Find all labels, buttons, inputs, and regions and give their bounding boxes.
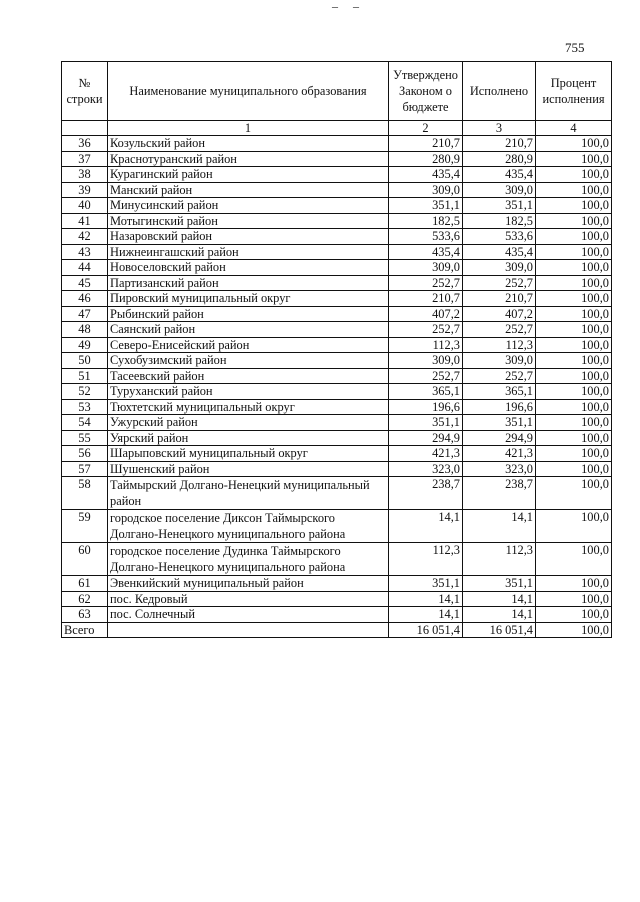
row-number: 59 — [62, 510, 108, 543]
execution-percent: 100,0 — [536, 384, 612, 400]
page-number: 755 — [565, 40, 585, 55]
municipality-name: Таймырский Долгано-Ненецкий муниципальный район — [108, 477, 389, 510]
approved-amount: 112,3 — [389, 543, 463, 576]
row-number: 45 — [62, 275, 108, 291]
table-row — [62, 167, 612, 183]
municipality-name: пос. Солнечный — [108, 607, 389, 623]
row-number: 52 — [62, 384, 108, 400]
total-approved: 16 051,4 — [389, 622, 463, 638]
execution-percent: 100,0 — [536, 291, 612, 307]
approved-amount: 210,7 — [389, 136, 463, 152]
executed-amount: 323,0 — [463, 461, 536, 477]
row-number: 58 — [62, 477, 108, 510]
approved-amount: 252,7 — [389, 368, 463, 384]
budget-execution-table — [61, 61, 612, 638]
row-number: 47 — [62, 306, 108, 322]
execution-percent: 100,0 — [536, 477, 612, 510]
row-number: 37 — [62, 151, 108, 167]
table-row — [62, 399, 612, 415]
executed-amount: 421,3 — [463, 446, 536, 462]
execution-percent: 100,0 — [536, 576, 612, 592]
municipality-name: Краснотуранский район — [108, 151, 389, 167]
execution-percent: 100,0 — [536, 213, 612, 229]
total-name-empty — [108, 622, 389, 638]
row-number: 51 — [62, 368, 108, 384]
municipality-name: Козульский район — [108, 136, 389, 152]
table-row — [62, 244, 612, 260]
executed-amount: 407,2 — [463, 306, 536, 322]
approved-amount: 238,7 — [389, 477, 463, 510]
table-row — [62, 306, 612, 322]
execution-percent: 100,0 — [536, 198, 612, 214]
total-executed: 16 051,4 — [463, 622, 536, 638]
approved-amount: 14,1 — [389, 510, 463, 543]
table-header-row — [62, 62, 612, 121]
header-name: Наименование муниципального образования — [108, 62, 389, 121]
row-number: 54 — [62, 415, 108, 431]
municipality-name: Манский район — [108, 182, 389, 198]
municipality-name: Ужурский район — [108, 415, 389, 431]
table-row — [62, 353, 612, 369]
municipality-name: Северо-Енисейский район — [108, 337, 389, 353]
header-approved: Утверждено Законом о бюджете — [389, 62, 463, 121]
table-row — [62, 576, 612, 592]
executed-amount: 280,9 — [463, 151, 536, 167]
execution-percent: 100,0 — [536, 322, 612, 338]
table-row — [62, 213, 612, 229]
executed-amount: 238,7 — [463, 477, 536, 510]
execution-percent: 100,0 — [536, 591, 612, 607]
table-row — [62, 384, 612, 400]
row-number: 50 — [62, 353, 108, 369]
execution-percent: 100,0 — [536, 229, 612, 245]
table-row — [62, 229, 612, 245]
table-row — [62, 368, 612, 384]
approved-amount: 421,3 — [389, 446, 463, 462]
total-label: Всего — [62, 622, 108, 638]
approved-amount: 435,4 — [389, 167, 463, 183]
municipality-name: Сухобузимский район — [108, 353, 389, 369]
row-number: 46 — [62, 291, 108, 307]
municipality-name: Шушенский район — [108, 461, 389, 477]
table-row — [62, 260, 612, 276]
header-executed: Исполнено — [463, 62, 536, 121]
municipality-name: Мотыгинский район — [108, 213, 389, 229]
execution-percent: 100,0 — [536, 182, 612, 198]
table-row — [62, 182, 612, 198]
approved-amount: 210,7 — [389, 291, 463, 307]
row-number: 62 — [62, 591, 108, 607]
approved-amount: 196,6 — [389, 399, 463, 415]
table-row — [62, 477, 612, 510]
execution-percent: 100,0 — [536, 136, 612, 152]
execution-percent: 100,0 — [536, 446, 612, 462]
approved-amount: 365,1 — [389, 384, 463, 400]
executed-amount: 112,3 — [463, 337, 536, 353]
municipality-name: Пировский муниципальный округ — [108, 291, 389, 307]
executed-amount: 14,1 — [463, 591, 536, 607]
municipality-name: Эвенкийский муниципальный район — [108, 576, 389, 592]
execution-percent: 100,0 — [536, 543, 612, 576]
executed-amount: 252,7 — [463, 368, 536, 384]
municipality-name: Тасеевский район — [108, 368, 389, 384]
municipality-name: Рыбинский район — [108, 306, 389, 322]
column-index-row — [62, 121, 612, 136]
executed-amount: 351,1 — [463, 415, 536, 431]
municipality-name: Новоселовский район — [108, 260, 389, 276]
table-row — [62, 430, 612, 446]
approved-amount: 252,7 — [389, 322, 463, 338]
approved-amount: 182,5 — [389, 213, 463, 229]
approved-amount: 351,1 — [389, 198, 463, 214]
row-number: 40 — [62, 198, 108, 214]
execution-percent: 100,0 — [536, 510, 612, 543]
row-number: 56 — [62, 446, 108, 462]
table-row — [62, 136, 612, 152]
row-number: 63 — [62, 607, 108, 623]
municipality-name: Тюхтетский муниципальный округ — [108, 399, 389, 415]
approved-amount: 351,1 — [389, 415, 463, 431]
municipality-name: городское поселение Дудинка Таймырского Долгано-Ненецкого муниципального района — [108, 543, 389, 576]
executed-amount: 435,4 — [463, 167, 536, 183]
column-index: 4 — [536, 121, 612, 136]
executed-amount: 309,0 — [463, 260, 536, 276]
approved-amount: 435,4 — [389, 244, 463, 260]
executed-amount: 14,1 — [463, 607, 536, 623]
table-row — [62, 198, 612, 214]
municipality-name: Саянский район — [108, 322, 389, 338]
approved-amount: 533,6 — [389, 229, 463, 245]
approved-amount: 309,0 — [389, 353, 463, 369]
executed-amount: 294,9 — [463, 430, 536, 446]
execution-percent: 100,0 — [536, 306, 612, 322]
execution-percent: 100,0 — [536, 415, 612, 431]
executed-amount: 351,1 — [463, 198, 536, 214]
table-row — [62, 543, 612, 576]
column-index: 1 — [108, 121, 389, 136]
row-number: 61 — [62, 576, 108, 592]
municipality-name: Курагинский район — [108, 167, 389, 183]
table-row — [62, 510, 612, 543]
execution-percent: 100,0 — [536, 353, 612, 369]
execution-percent: 100,0 — [536, 337, 612, 353]
table-row — [62, 337, 612, 353]
executed-amount: 196,6 — [463, 399, 536, 415]
executed-amount: 14,1 — [463, 510, 536, 543]
column-index-empty — [62, 121, 108, 136]
municipality-name: Уярский район — [108, 430, 389, 446]
column-index: 2 — [389, 121, 463, 136]
table-row — [62, 151, 612, 167]
execution-percent: 100,0 — [536, 430, 612, 446]
executed-amount: 252,7 — [463, 275, 536, 291]
execution-percent: 100,0 — [536, 151, 612, 167]
column-index: 3 — [463, 121, 536, 136]
executed-amount: 112,3 — [463, 543, 536, 576]
municipality-name: Туруханский район — [108, 384, 389, 400]
approved-amount: 323,0 — [389, 461, 463, 477]
table-body — [62, 136, 612, 623]
row-number: 53 — [62, 399, 108, 415]
execution-percent: 100,0 — [536, 368, 612, 384]
executed-amount: 252,7 — [463, 322, 536, 338]
execution-percent: 100,0 — [536, 260, 612, 276]
table-row — [62, 415, 612, 431]
table-row — [62, 446, 612, 462]
municipality-name: Минусинский район — [108, 198, 389, 214]
row-number: 49 — [62, 337, 108, 353]
municipality-name: пос. Кедровый — [108, 591, 389, 607]
executed-amount: 309,0 — [463, 182, 536, 198]
execution-percent: 100,0 — [536, 167, 612, 183]
execution-percent: 100,0 — [536, 607, 612, 623]
approved-amount: 309,0 — [389, 260, 463, 276]
row-number: 42 — [62, 229, 108, 245]
table-row — [62, 322, 612, 338]
row-number: 57 — [62, 461, 108, 477]
execution-percent: 100,0 — [536, 275, 612, 291]
row-number: 39 — [62, 182, 108, 198]
approved-amount: 14,1 — [389, 591, 463, 607]
total-percent: 100,0 — [536, 622, 612, 638]
approved-amount: 351,1 — [389, 576, 463, 592]
approved-amount: 294,9 — [389, 430, 463, 446]
executed-amount: 351,1 — [463, 576, 536, 592]
approved-amount: 112,3 — [389, 337, 463, 353]
executed-amount: 365,1 — [463, 384, 536, 400]
table-row — [62, 607, 612, 623]
execution-percent: 100,0 — [536, 461, 612, 477]
header-marks: – – — [332, 0, 365, 13]
row-number: 44 — [62, 260, 108, 276]
row-number: 60 — [62, 543, 108, 576]
total-row — [62, 622, 612, 638]
row-number: 36 — [62, 136, 108, 152]
executed-amount: 435,4 — [463, 244, 536, 260]
approved-amount: 280,9 — [389, 151, 463, 167]
municipality-name: Нижнеингашский район — [108, 244, 389, 260]
executed-amount: 533,6 — [463, 229, 536, 245]
execution-percent: 100,0 — [536, 244, 612, 260]
approved-amount: 407,2 — [389, 306, 463, 322]
row-number: 41 — [62, 213, 108, 229]
header-row-number: № строки — [62, 62, 108, 121]
municipality-name: городское поселение Диксон Таймырского Долгано-Ненецкого муниципального района — [108, 510, 389, 543]
approved-amount: 252,7 — [389, 275, 463, 291]
table-row — [62, 291, 612, 307]
municipality-name: Назаровский район — [108, 229, 389, 245]
row-number: 38 — [62, 167, 108, 183]
approved-amount: 309,0 — [389, 182, 463, 198]
execution-percent: 100,0 — [536, 399, 612, 415]
header-percent: Процент исполнения — [536, 62, 612, 121]
approved-amount: 14,1 — [389, 607, 463, 623]
table-row — [62, 275, 612, 291]
executed-amount: 210,7 — [463, 136, 536, 152]
row-number: 43 — [62, 244, 108, 260]
municipality-name: Партизанский район — [108, 275, 389, 291]
row-number: 55 — [62, 430, 108, 446]
executed-amount: 309,0 — [463, 353, 536, 369]
table-row — [62, 591, 612, 607]
table-row — [62, 461, 612, 477]
municipality-name: Шарыповский муниципальный округ — [108, 446, 389, 462]
row-number: 48 — [62, 322, 108, 338]
executed-amount: 182,5 — [463, 213, 536, 229]
executed-amount: 210,7 — [463, 291, 536, 307]
